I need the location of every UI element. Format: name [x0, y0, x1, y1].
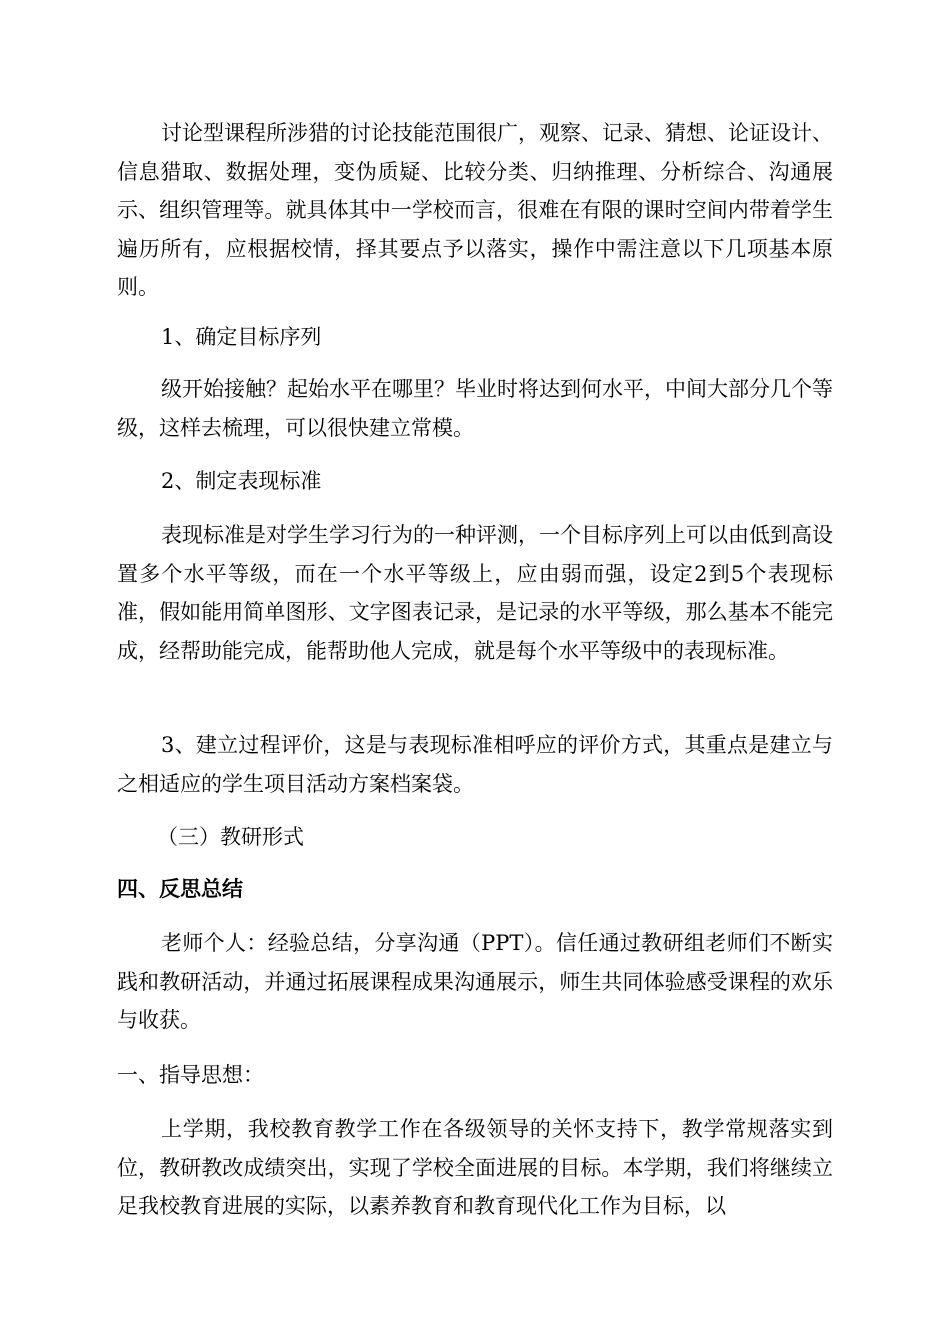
section-4-heading: 四、反思总结: [117, 877, 243, 901]
paragraph-item-2: 表现标准是对学生学习行为的一种评测，一个目标序列上可以由低到高设置多个水平等级，而在一个水平等级上，应由弱而强，设定2到5个表现标准，假如能用简单图形、文字图表记录，是记录的水平等级，那么基本不能完成，经帮助能完成，能帮助他人完成，就是每个水平等级中的表现标准。: [117, 523, 833, 663]
paragraph-guiding-thought: 上学期，我校教育教学工作在各级领导的关怀支持下，教学常规落实到位，教研教改成绩突出，实现了学校全面进展的目标。本学期，我们将继续立足我校教育进展的实际，以素养教育和教育现代化工作为目标，以: [117, 1117, 833, 1218]
paragraph-summary: 老师个人：经验总结，分享沟通（PPT）。信任通过教研组老师们不断实践和教研活动，并通过拓展课程成果沟通展示，师生共同体验感受课程的欢乐与收获。: [117, 931, 833, 1032]
subsection-title: （三）教研形式: [157, 825, 304, 849]
paragraph-intro: 讨论型课程所涉猎的讨论技能范围很广，观察、记录、猜想、论证设计、信息猎取、数据处理，变伪质疑、比较分类、归纳推理、分析综合、沟通展示、组织管理等。就具体其中一学校而言，很难在有限的课时空间内带着学生遍历所有，应根据校情，择其要点予以落实，操作中需注意以下几项基本原则。: [117, 121, 833, 299]
item-2-title: 2、制定表现标准: [161, 469, 322, 493]
paragraph-item-3: 3、建立过程评价，这是与表现标准相呼应的评价方式，其重点是建立与之相适应的学生项目活动方案档案袋。: [117, 733, 833, 796]
section-1-heading: 一、指导思想：: [117, 1063, 264, 1087]
paragraph-item-1: 级开始接触？起始水平在哪里？毕业时将达到何水平，中间大部分几个等级，这样去梳理，可以很快建立常模。: [117, 377, 833, 440]
item-1-title: 1、确定目标序列: [161, 325, 322, 349]
